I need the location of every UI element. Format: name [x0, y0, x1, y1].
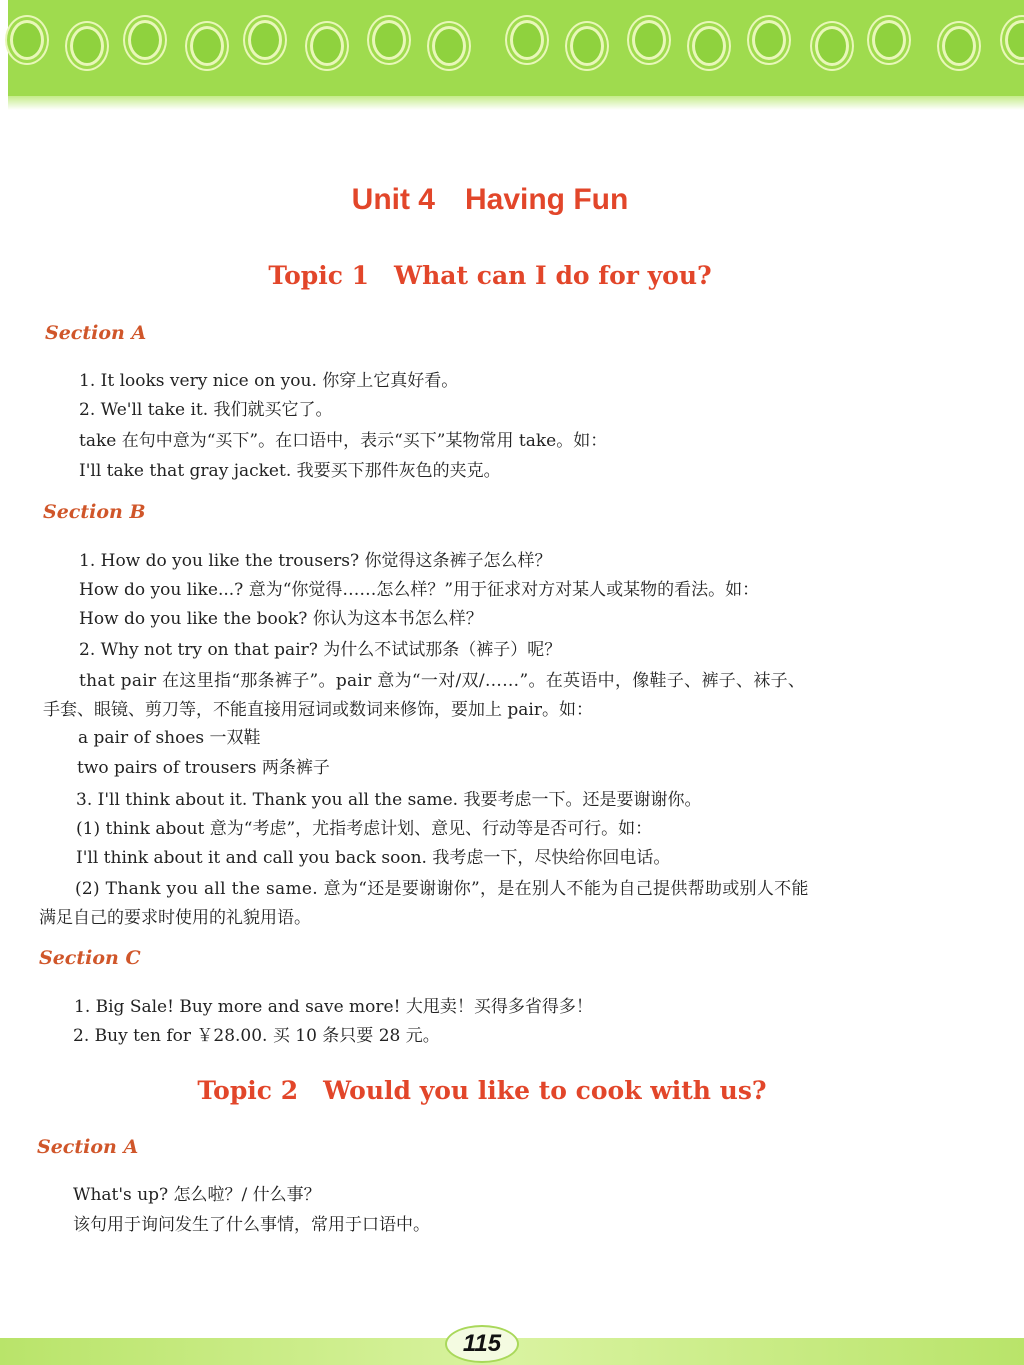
topic1-title: Topic 1 What can I do for you?	[268, 261, 712, 290]
text-line: (2) Thank you all the same. 意为“还是要谢谢你”，是在别人不能为自己提供帮助或别人不能	[75, 879, 809, 899]
text-line: 1. Big Sale! Buy more and save more! 大甩卖！买得多省得多！	[74, 997, 593, 1017]
ring-icon	[570, 26, 604, 66]
text-line: I'll take that gray jacket. 我要买下那件灰色的夹克。	[79, 461, 501, 481]
ring-icon	[815, 26, 849, 66]
section-a-label: Section A	[45, 322, 147, 344]
ring-icon	[70, 26, 104, 66]
ring-icon	[510, 20, 544, 60]
text-line: 手套、眼镜、剪刀等，不能直接用冠词或数词来修饰，要加上 pair。如：	[43, 700, 593, 720]
ring-icon	[310, 26, 344, 66]
ring-icon	[128, 20, 162, 60]
section-b-label: Section B	[43, 501, 146, 523]
text-line: What's up? 怎么啦？/ 什么事？	[73, 1185, 321, 1205]
ring-icon	[372, 20, 406, 60]
ring-icon	[190, 26, 224, 66]
topic2-title: Topic 2 Would you like to cook with us?	[197, 1076, 767, 1105]
text-line: 2. Buy ten for ￥28.00. 买 10 条只要 28 元。	[73, 1026, 440, 1046]
text-line: 1. How do you like the trousers? 你觉得这条裤子怎么样？	[79, 551, 552, 571]
topic2-section-a-label: Section A	[37, 1136, 139, 1158]
text-line: that pair 在这里指“那条裤子”。pair 意为“一对/双/……”。在英语中，像鞋子、裤子、袜子、	[79, 671, 806, 691]
text-line: How do you like...? 意为“你觉得……怎么样？”用于征求对方对某人或某物的看法。如：	[79, 580, 760, 600]
text-line: 2. We'll take it. 我们就买它了。	[79, 400, 333, 420]
text-line: 该句用于询问发生了什么事情，常用于口语中。	[73, 1215, 430, 1235]
ring-icon	[432, 26, 466, 66]
unit-title: Unit 4 Having Fun	[351, 183, 629, 216]
text-line: take 在句中意为“买下”。在口语中，表示“买下”某物常用 take。如：	[79, 431, 608, 451]
text-line: two pairs of trousers 两条裤子	[77, 758, 330, 778]
text-line: a pair of shoes 一双鞋	[78, 728, 261, 748]
text-line: (1) think about 意为“考虑”，尤指考虑计划、意见、行动等是否可行。如：	[76, 819, 653, 839]
header-band-fade	[8, 96, 1024, 110]
text-line: 1. It looks very nice on you. 你穿上它真好看。	[79, 371, 459, 391]
section-c-label: Section C	[39, 947, 141, 969]
ring-icon	[248, 20, 282, 60]
ring-icon	[692, 26, 726, 66]
ring-icon	[872, 20, 906, 60]
text-line: 满足自己的要求时使用的礼貌用语。	[39, 908, 311, 928]
ring-icon	[942, 26, 976, 66]
ring-icon	[10, 20, 44, 60]
page-number: 115	[445, 1325, 519, 1363]
text-line: I'll think about it and call you back soon. 我考虑一下，尽快给你回电话。	[76, 848, 671, 868]
text-line: 3. I'll think about it. Thank you all the same. 我要考虑一下。还是要谢谢你。	[76, 790, 702, 810]
text-line: 2. Why not try on that pair? 为什么不试试那条（裤子）呢？	[79, 640, 562, 660]
ring-icon	[752, 20, 786, 60]
text-line: How do you like the book? 你认为这本书怎么样？	[79, 609, 483, 629]
ring-icon	[632, 20, 666, 60]
